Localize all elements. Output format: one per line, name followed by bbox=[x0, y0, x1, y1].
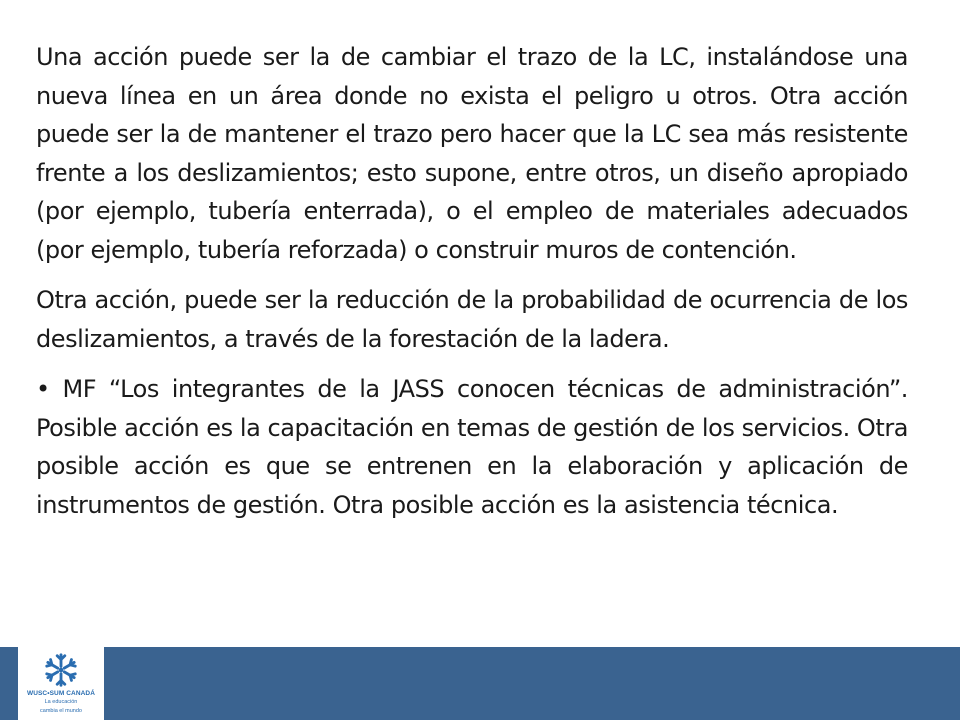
snowflake-logo-icon bbox=[42, 651, 80, 689]
paragraph-landslide-reduction: Otra acción, puede ser la reducción de la probabilidad de ocurrencia de los deslizamientos, a través de la forestación de la ladera. bbox=[36, 286, 908, 353]
slide-body bbox=[36, 38, 908, 536]
footer-bar bbox=[0, 647, 960, 720]
paragraph-jass-administration: • MF “Los integrantes de la JASS conocen técnicas de administración”. Posible acción es la capacitación en temas de gestión de los servicios. Otra posible acción es que se entrenen en la elaboración y aplicación de instrumentos de gestión. Otra posible acción es la asistencia técnica. bbox=[36, 375, 909, 519]
logo-tagline-line1: La educación bbox=[44, 699, 78, 705]
logo-name: WUSC•SUM CANADÁ bbox=[26, 690, 96, 697]
logo-tagline-line2: cambia el mundo bbox=[40, 707, 82, 714]
wusc-logo bbox=[18, 647, 104, 720]
paragraph-route-change: Una acción puede ser la de cambiar el trazo de la LC, instalándose una nueva línea en un área donde no exista el peligro u otros. Otra acción puede ser la de mantener el trazo pero hacer que la LC sea más resistente frente a los deslizamientos; esto supone, entre otros, un diseño apropiado (por ejemplo, tubería enterrada), o el empleo de materiales adecuados (por ejemplo, tubería reforzada) o construir muros de contención. bbox=[36, 43, 908, 264]
